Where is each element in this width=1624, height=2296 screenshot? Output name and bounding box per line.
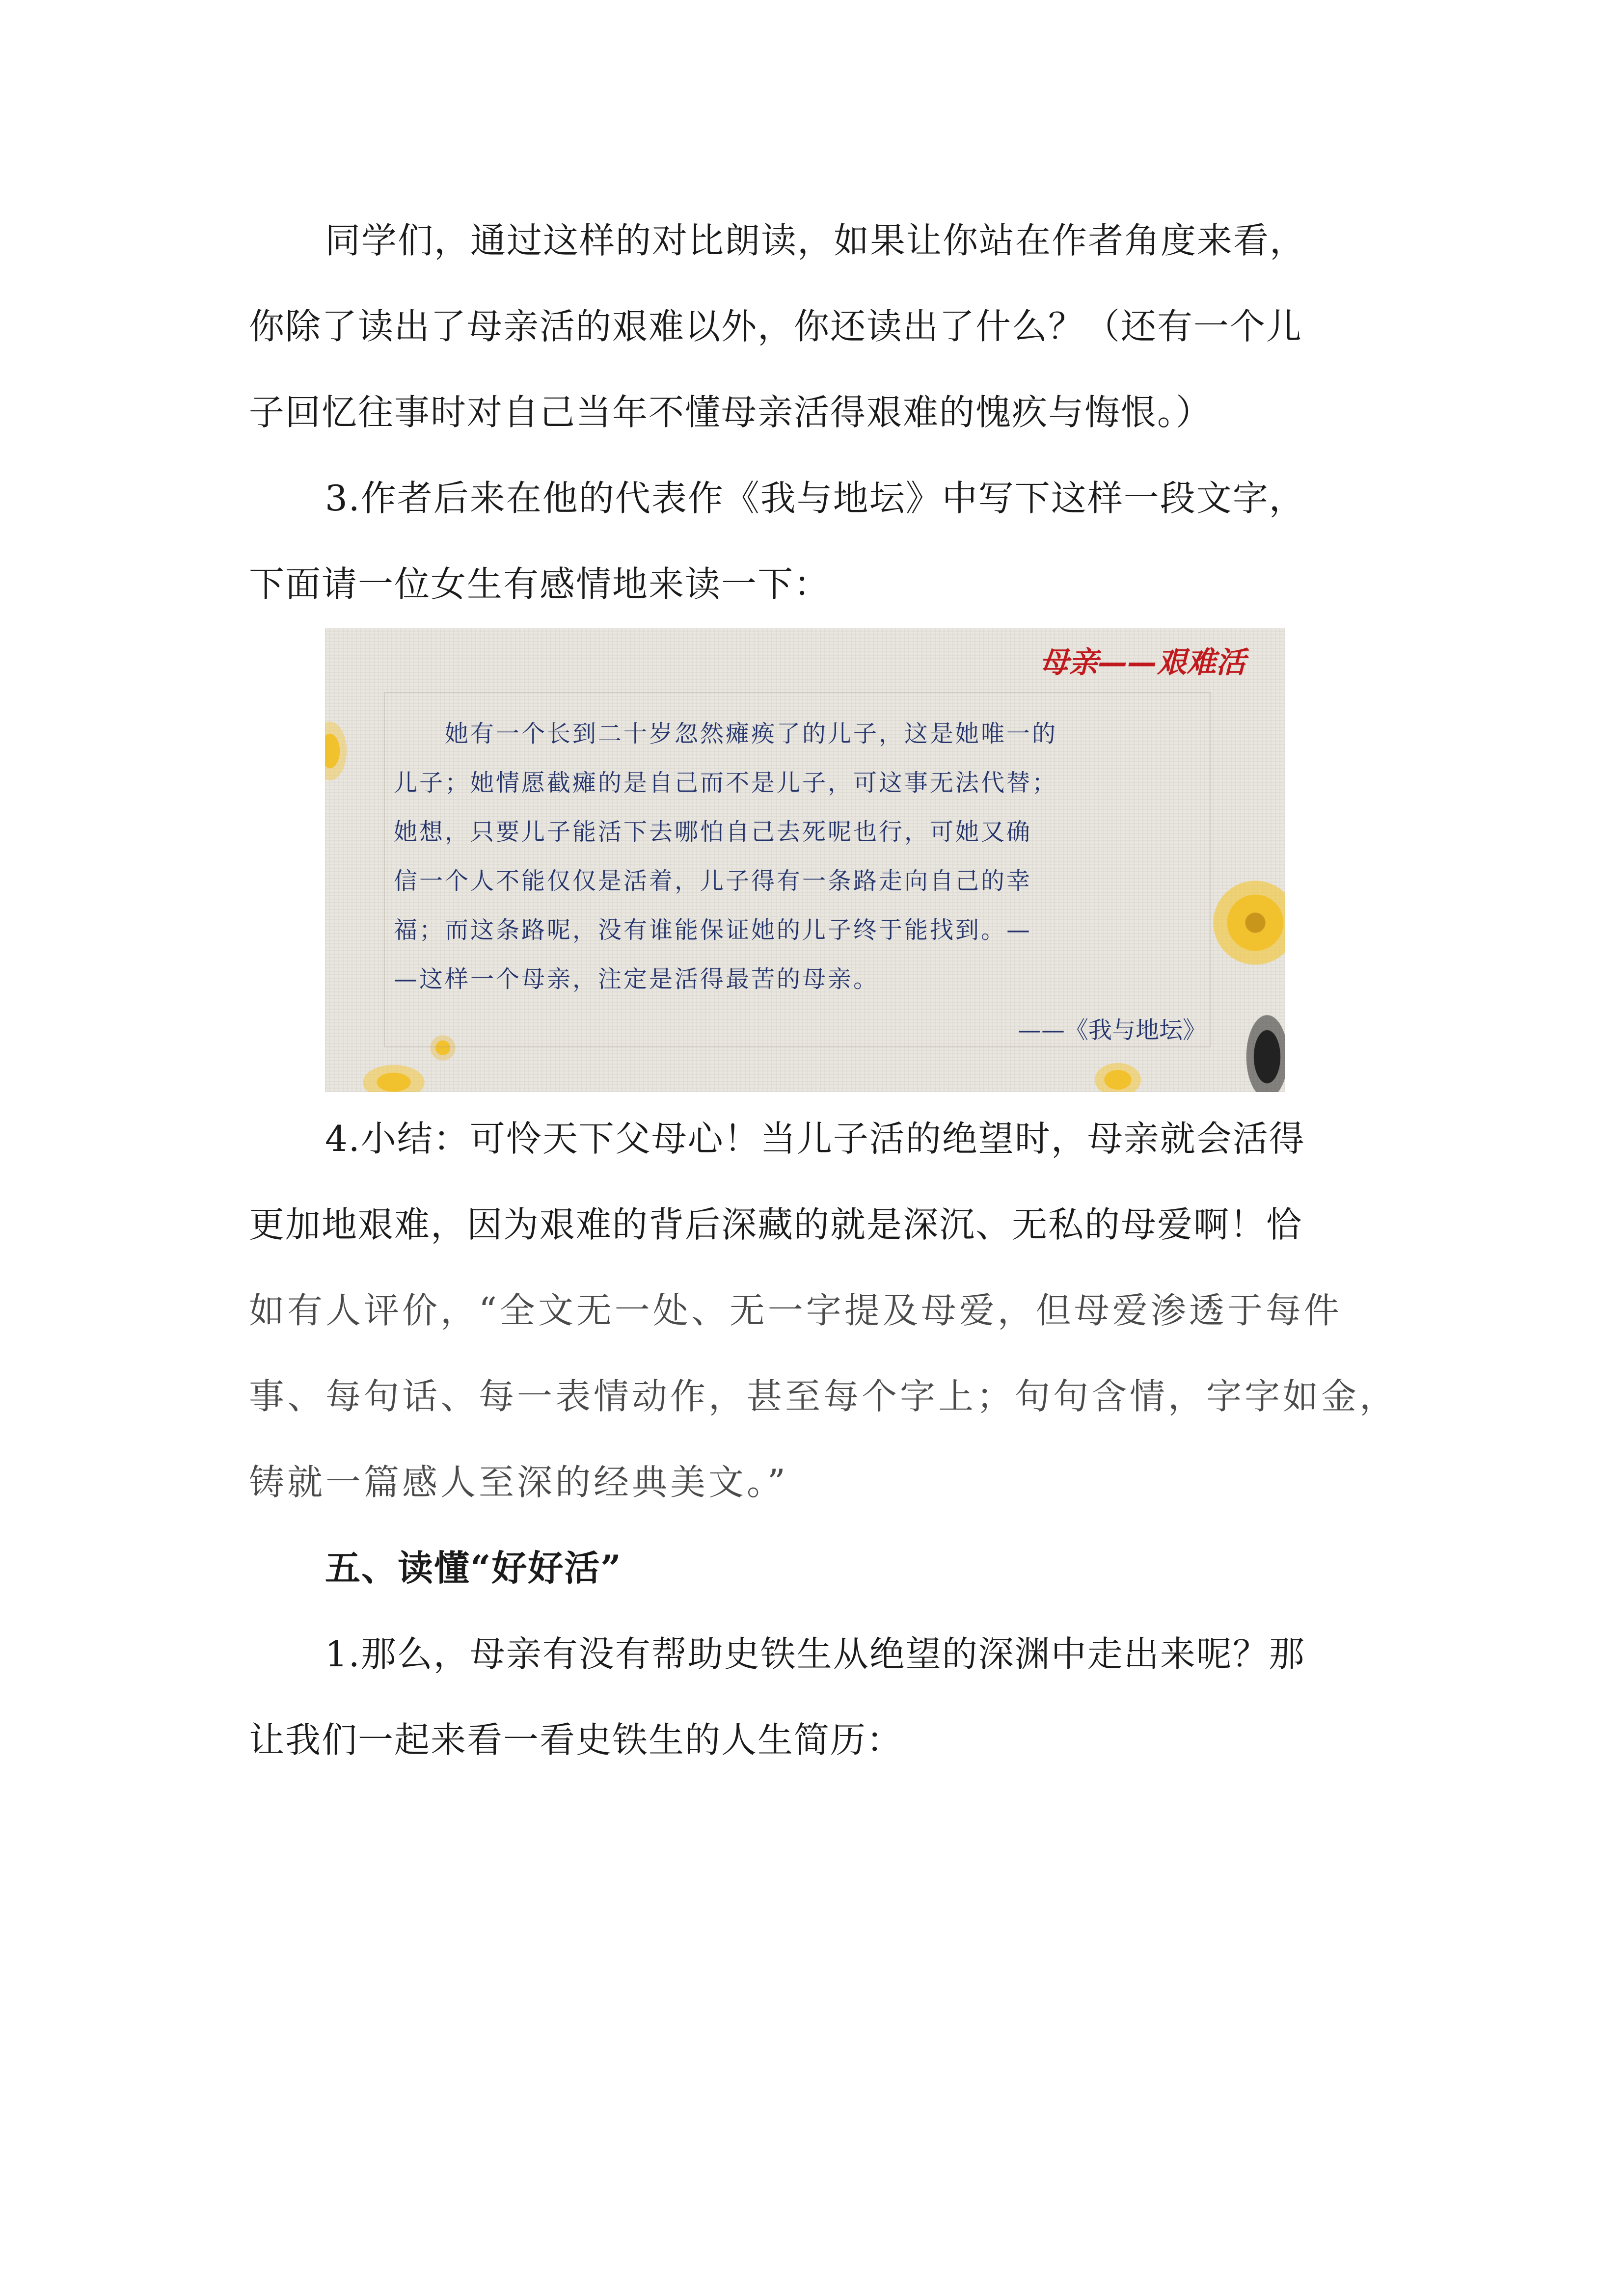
paragraph-3-line-4: 事、每句话、每一表情动作，甚至每个字上；句句含情，字字如金，	[249, 1376, 1398, 1417]
slide-text-line: 信一个人不能仅仅是活着，儿子得有一条路走向自己的幸	[394, 867, 1032, 895]
slide-image	[325, 628, 1285, 1092]
slide-title: 母亲——艰难活	[1039, 645, 1245, 680]
chrysanthemum-decoration	[1091, 1060, 1145, 1092]
paragraph-1-line-2: 你除了读出了母亲活的艰难以外，你还读出了什么？（还有一个儿	[249, 306, 1303, 347]
paragraph-1-line-3: 子回忆往事时对自己当年不懂母亲活得艰难的愧疚与悔恨。）	[249, 392, 1213, 433]
slide-text-line: 她想，只要儿子能活下去哪怕自己去死呢也行，可她又确	[394, 818, 1032, 846]
slide-text-line: 福；而这条路呢，没有谁能保证她的儿子终于能找到。—	[394, 916, 1032, 944]
paragraph-1-line-1: 同学们，通过这样的对比朗读，如果让你站在作者角度来看，	[325, 220, 1306, 261]
ink-decoration	[1241, 1004, 1285, 1092]
chrysanthemum-decoration	[354, 1060, 433, 1092]
slide-text-line: 儿子；她情愿截瘫的是自己而不是儿子，可这事无法代替；	[394, 769, 1058, 797]
chrysanthemum-decoration	[1206, 874, 1285, 972]
slide-source: ——《我与地坛》	[1017, 1016, 1206, 1044]
paragraph-3-line-2: 更加地艰难，因为艰难的背后深藏的就是深沉、无私的母爱啊！恰	[249, 1204, 1303, 1245]
section-heading: 五、读懂“好好活”	[325, 1547, 622, 1589]
paragraph-2-line-2: 下面请一位女生有感情地来读一下：	[249, 563, 831, 605]
paragraph-3-line-3: 如有人评价，“全文无一处、无一字提及母爱，但母爱渗透于每件	[249, 1290, 1342, 1331]
paragraph-2-line-1: 3.作者后来在他的代表作《我与地坛》中写下这样一段文字，	[325, 478, 1305, 519]
paragraph-4-line-1: 1.那么，母亲有没有帮助史铁生从绝望的深渊中走出来呢？那	[325, 1633, 1305, 1675]
paragraph-4-line-2: 让我们一起来看一看史铁生的人生简历：	[249, 1719, 903, 1761]
slide-text-line: —这样一个母亲，注定是活得最苦的母亲。	[394, 965, 879, 993]
slide-text-line: 她有一个长到二十岁忽然瘫痪了的儿子，这是她唯一的	[394, 720, 1058, 748]
chrysanthemum-decoration	[325, 717, 350, 785]
paragraph-3-line-1: 4.小结：可怜天下父母心！当儿子活的绝望时，母亲就会活得	[325, 1118, 1305, 1159]
paragraph-3-line-5: 铸就一篇感人至深的经典美文。”	[249, 1462, 788, 1503]
